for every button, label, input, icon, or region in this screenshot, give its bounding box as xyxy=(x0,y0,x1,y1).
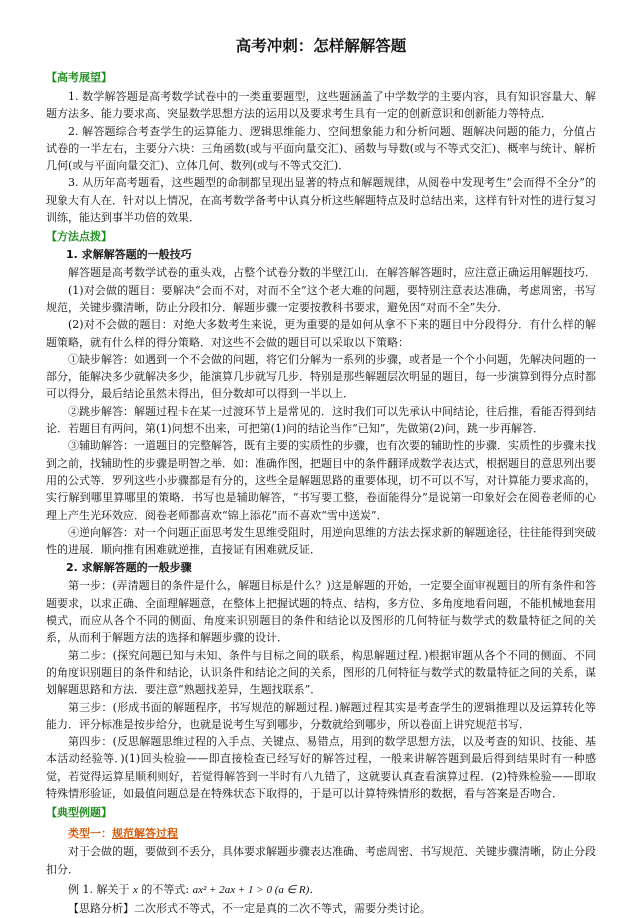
paragraph: 第二步：(探究问题已知与未知、条件与目标之间的联系，构思解题过程．)根据审题从各个不同的侧面、不同的角度识别题目的条件和结论，认识条件和结论之间的关系，图形的几何特征与数学式的数量特征之间的关系，谋划解题思路和方法．要注意“熟题找差异，生题找联系”． xyxy=(46,648,596,697)
analysis-tag: 【思路分析】 xyxy=(68,901,134,915)
paragraph: ③辅助解答：一道题目的完整解答，既有主要的实质性的步骤，也有次要的辅助性的步骤．实质性的步骤未找到之前，找辅助性的步骤是明智之举．如：准确作图，把题目中的条件翻译成数学表达式，根据题目的意思列出要用的公式等．罗列这些小步骤都是有分的，这些全是解题思路的重要体现，切不可以不写，对计算能力要求高的，实行解到哪里算哪里的策略．书写也是辅助解答，“书写要工整，卷面能得分”是说第一印象好会在阅卷老师的心理上产生光环效应．阅卷老师都喜欢“锦上添花”而不喜欢“雪中送炭”． xyxy=(46,439,596,522)
analysis xyxy=(68,900,596,918)
type-prefix: 类型一： xyxy=(68,827,112,841)
paragraph: ②跳步解答：解题过程卡在某一过渡环节上是常见的．这时我们可以先承认中间结论，往后推，看能否得到结论．若题目有两问，第(1)问想不出来，可把第(1)问的结论当作“已知”，先做第(2)问，跳一步再解答． xyxy=(46,404,596,436)
paragraph: 对于会做的题，要做到不丢分，具体要求解题步骤表达准确、考虑周密、书写规范、关键步骤清晰，防止分段扣分． xyxy=(46,845,596,876)
paragraph: 第四步：(反思解题思维过程的入手点、关键点、易错点，用到的数学思想方法，以及考查的知识、技能、基本活动经验等．)(1)回头检验——即直接检查已经写好的解答过程，一般来讲解答题到最后得到结果时有一种感觉，若觉得运算星顺利则好，若觉得解答到一半时有八九错了，这就要认真查看演算过程．(2)特殊检验——即取特殊情形验证，如最值问题总是在特殊状态下取得的，于是可以计算特殊情形的数据，看与答案是否吻合． xyxy=(46,735,596,800)
section-heading-examples: 【典型例题】 xyxy=(46,806,112,820)
example-formula: ax² + 2ax + 1 > 0 (a ∈ R)． xyxy=(192,883,321,896)
section-heading-methods: 【方法点拨】 xyxy=(46,230,112,244)
paragraph: 第一步：(弄清题目的条件是什么，解题目标是什么？)这是解题的开始，一定要全面审视题目的所有条件和答题要求，以求正确、全面理解题意，在整体上把握试题的特点、结构，多方位、多角度地看问题，不能机械地套用模式，而应从各个不同的侧面、角度来识别题目的条件和结论以及图形的几何特征与数学式的数量特征之间的关系，从而利于解题方法的选择和解题步骤的设计． xyxy=(46,579,596,645)
paragraph: ④逆向解答：对一个问题正面思考发生思维受阻时，用逆向思维的方法去探求新的解题途径，往往能得到突破性的进展．顺向推有困难就逆推，直接证有困难就反证． xyxy=(46,525,596,557)
paragraph: (1)对会做的题目：要解决“会而不对，对而不全”这个老大难的问题，要特别注意表达准确，考虑周密，书写规范，关键步骤清晰，防止分段扣分．解题步骤一定要按教科书要求，避免因“对而不全”失分． xyxy=(46,283,596,314)
example-variable: x xyxy=(133,883,138,896)
paragraph: ①缺步解答：如遇到一个不会做的问题，将它们分解为一系列的步骤，或者是一个个小问题，先解决问题的一部分，能解决多少就解决多少，能演算几步就写几步．特别是那些解题层次明显的题目，每一步演算到得分点时都可以得分，最后结论虽然未得出，但分数却可以得到一半以上． xyxy=(46,352,596,401)
paragraph: 3. 从历年高考题看，这些题型的命制都呈现出显著的特点和解题规律，从阅卷中发现考生“会而得不全分”的现象大有人在．针对以上情况，在高考数学备考中认真分析这些解题特点及时总结出来，这样有针对性的进行复习训练，能达到事半功倍的效果． xyxy=(46,176,596,225)
paragraph: 1. 数学解答题是高考数学试卷中的一类重要题型，这些题涵盖了中学数学的主要内容，具有知识容量大、解题方法多、能力要求高、突显数学思想方法的运用以及要求考生具有一定的创新意识和创新能力等特点． xyxy=(46,90,596,121)
example-1 xyxy=(68,880,596,900)
page-title: 高考冲刺：怎样解解答题 xyxy=(235,37,407,55)
paragraph: (2)对不会做的题目：对绝大多数考生来说，更为重要的是如何从拿不下来的题目中分段得分．有什么样的解题策略，就有什么样的得分策略．对这些不会做的题目可以采取以下策略： xyxy=(46,318,596,349)
section-heading-outlook: 【高考展望】 xyxy=(46,71,112,84)
example-prefix: 例 1. 解关于 xyxy=(68,882,130,896)
paragraph: 第三步：(形成书面的解题程序，书写规范的解题过程．)解题过程其实是考查学生的逻辑推理以及运算转化等能力．评分标准是按步给分，也就是说考生写到哪步，分数就给到哪步，所以卷面上讲究规范书写． xyxy=(46,700,596,731)
subheading-steps: 2. 求解解答题的一般步骤 xyxy=(66,561,192,575)
paragraph: 解答题是高考数学试卷的重头戏，占整个试卷分数的半壁江山．在解答解答题时，应注意正确运用解题技巧． xyxy=(68,266,596,280)
type-heading xyxy=(68,825,596,842)
analysis-text: 二次形式不等式，不一定是真的二次不等式，需要分类讨论。 xyxy=(134,901,431,915)
paragraph: 2. 解答题综合考查学生的运算能力、逻辑思维能力、空间想象能力和分析问题、题解决问题的能力，分值占试卷的一半左右，主要分六块：三角函数(或与平面向量交汇)、函数与导数(或与不等式交汇)、概率与统计、解析几何(或与平面向量交汇)、立体几何、数列(或与不等式交汇)． xyxy=(46,124,596,173)
subheading-techniques: 1. 求解解答题的一般技巧 xyxy=(66,248,192,262)
example-mid: 的不等式: xyxy=(141,882,190,896)
type-label: 规范解答过程 xyxy=(112,827,178,841)
